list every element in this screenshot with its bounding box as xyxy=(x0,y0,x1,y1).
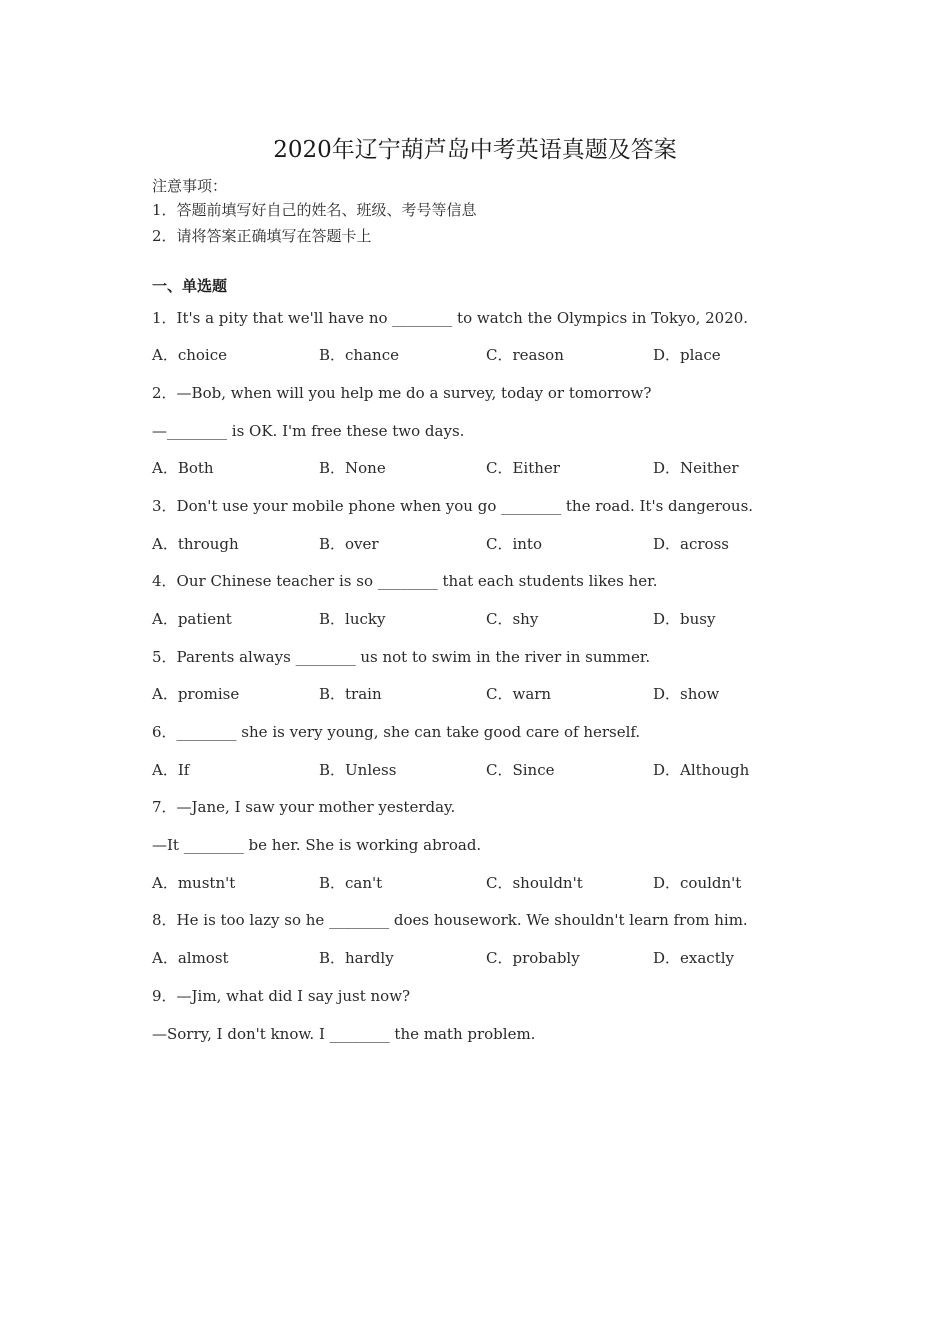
option-a: A．choice xyxy=(152,346,228,364)
option-b: B．can't xyxy=(319,874,383,892)
question-text: —Sorry, I don't know. I ________ the math problem. xyxy=(152,1025,536,1043)
option-d: D．place xyxy=(653,346,721,364)
option-a: A．If xyxy=(152,761,190,779)
option-d: D．Although xyxy=(653,761,750,779)
option-a: A．almost xyxy=(152,949,229,967)
option-c: C．shy xyxy=(486,610,539,628)
question-text: 2．—Bob, when will you help me do a survey, today or tomorrow? xyxy=(152,384,652,402)
option-b: B．lucky xyxy=(319,610,386,628)
section-heading: 一、单选题 xyxy=(152,277,228,295)
question-text: 3．Don't use your mobile phone when you go ________ the road. It's dangerous. xyxy=(152,497,754,515)
question-text: 8．He is too lazy so he ________ does housework. We shouldn't learn from him. xyxy=(152,911,748,929)
option-a: A．patient xyxy=(152,610,232,628)
option-d: D．busy xyxy=(653,610,716,628)
option-d: D．show xyxy=(653,685,720,703)
page-title: 2020年辽宁葫芦岛中考英语真题及答案 xyxy=(273,137,677,163)
option-d: D．across xyxy=(653,535,729,553)
option-b: B．train xyxy=(319,685,382,703)
option-c: C．reason xyxy=(486,346,564,364)
question-text: 5．Parents always ________ us not to swim in the river in summer. xyxy=(152,648,651,666)
question-text: —________ is OK. I'm free these two days. xyxy=(152,422,465,440)
option-a: A．Both xyxy=(152,459,214,477)
option-a: A．through xyxy=(152,535,239,553)
question-text: 1．It's a pity that we'll have no ________ to watch the Olympics in Tokyo, 2020. xyxy=(152,309,749,327)
option-b: B．None xyxy=(319,459,386,477)
option-b: B．Unless xyxy=(319,761,397,779)
option-c: C．shouldn't xyxy=(486,874,583,892)
option-c: C．Either xyxy=(486,459,560,477)
option-c: C．probably xyxy=(486,949,580,967)
question-text: 7．—Jane, I saw your mother yesterday. xyxy=(152,798,456,816)
option-d: D．couldn't xyxy=(653,874,742,892)
question-text: —It ________ be her. She is working abroad. xyxy=(152,836,482,854)
option-a: A．promise xyxy=(152,685,240,703)
option-b: B．over xyxy=(319,535,379,553)
question-text: 6．________ she is very young, she can take good care of herself. xyxy=(152,723,641,741)
option-a: A．mustn't xyxy=(152,874,236,892)
notice-item: 1．答题前填写好自己的姓名、班级、考号等信息 xyxy=(152,201,477,219)
question-text: 9．—Jim, what did I say just now? xyxy=(152,987,411,1005)
option-b: B．hardly xyxy=(319,949,394,967)
option-c: C．into xyxy=(486,535,542,553)
option-c: C．warn xyxy=(486,685,552,703)
option-d: D．exactly xyxy=(653,949,735,967)
notice-heading: 注意事项： xyxy=(152,177,228,195)
question-text: 4．Our Chinese teacher is so ________ that each students likes her. xyxy=(152,572,658,590)
option-b: B．chance xyxy=(319,346,399,364)
option-c: C．Since xyxy=(486,761,555,779)
notice-item: 2．请将答案正确填写在答题卡上 xyxy=(152,227,372,245)
option-d: D．Neither xyxy=(653,459,739,477)
